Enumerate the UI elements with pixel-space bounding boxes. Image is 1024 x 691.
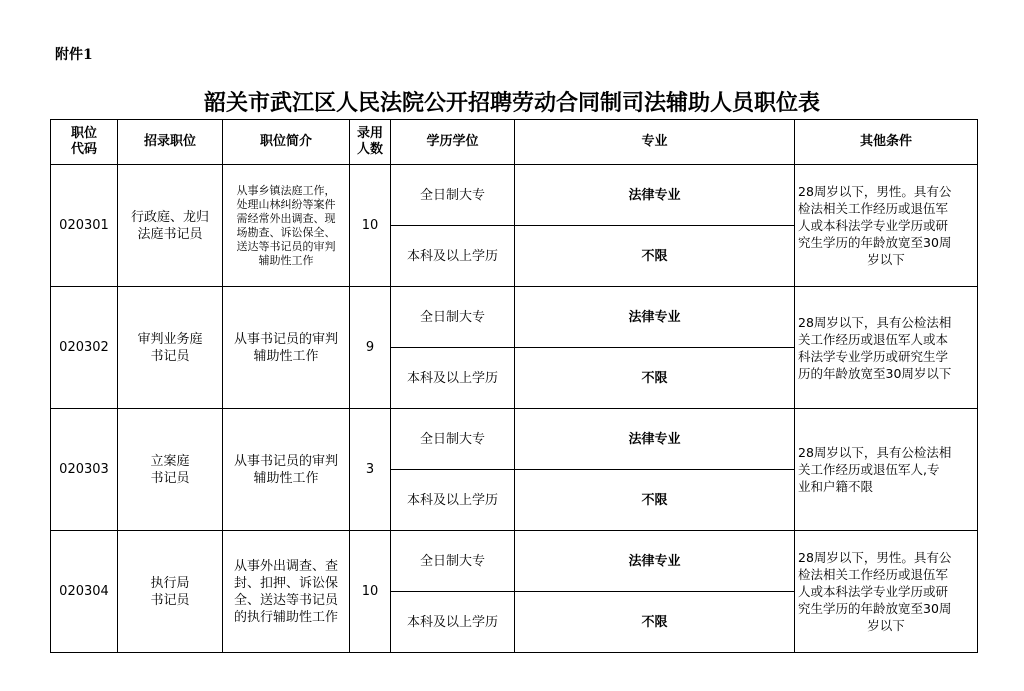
cell-major: 不限 [515, 470, 795, 531]
cell-position: 执行局 书记员 [118, 531, 223, 653]
cell-code: 020301 [51, 165, 118, 287]
cell-education: 全日制大专 [391, 165, 515, 226]
table-header-row [51, 120, 978, 165]
cell-code: 020302 [51, 287, 118, 409]
cell-major: 法律专业 [515, 165, 795, 226]
cell-code: 020304 [51, 531, 118, 653]
header-education: 学历学位 [391, 120, 515, 165]
cell-count: 3 [350, 409, 391, 531]
cell-other: 28周岁以下，男性。具有公 检法相关工作经历或退伍军 人或本科法学专业学历或研 究生学历的年龄放宽至30周 岁以下 [795, 531, 978, 653]
cell-major: 不限 [515, 592, 795, 653]
cell-other: 28周岁以下，男性。具有公 检法相关工作经历或退伍军 人或本科法学专业学历或研 究生学历的年龄放宽至30周 岁以下 [795, 165, 978, 287]
cell-intro: 从事书记员的审判 辅助性工作 [223, 287, 350, 409]
attachment-label: 附件1 [55, 47, 93, 63]
position-table [50, 119, 978, 653]
table-row [51, 287, 978, 348]
cell-major: 不限 [515, 226, 795, 287]
cell-intro: 从事外出调查、查 封、扣押、诉讼保 全、送达等书记员 的执行辅助性工作 [223, 531, 350, 653]
header-intro: 职位简介 [223, 120, 350, 165]
cell-count: 10 [350, 531, 391, 653]
cell-other: 28周岁以下，具有公检法相 关工作经历或退伍军人或本 科法学专业学历或研究生学 历的年龄放宽至30周岁以下 [795, 287, 978, 409]
cell-education: 全日制大专 [391, 409, 515, 470]
table-row [51, 409, 978, 470]
cell-education: 本科及以上学历 [391, 592, 515, 653]
cell-position: 行政庭、龙归 法庭书记员 [118, 165, 223, 287]
cell-count: 10 [350, 165, 391, 287]
cell-other: 28周岁以下，具有公检法相 关工作经历或退伍军人,专 业和户籍不限 [795, 409, 978, 531]
header-code: 职位 代码 [51, 120, 118, 165]
cell-education: 全日制大专 [391, 287, 515, 348]
cell-code: 020303 [51, 409, 118, 531]
cell-education: 本科及以上学历 [391, 470, 515, 531]
cell-position: 审判业务庭 书记员 [118, 287, 223, 409]
cell-major: 法律专业 [515, 409, 795, 470]
header-position: 招录职位 [118, 120, 223, 165]
cell-education: 本科及以上学历 [391, 226, 515, 287]
table-row [51, 531, 978, 592]
table-row [51, 165, 978, 226]
page-title: 韶关市武江区人民法院公开招聘劳动合同制司法辅助人员职位表 [203, 90, 820, 116]
cell-major: 法律专业 [515, 531, 795, 592]
cell-education: 全日制大专 [391, 531, 515, 592]
cell-intro: 从事书记员的审判 辅助性工作 [223, 409, 350, 531]
cell-count: 9 [350, 287, 391, 409]
header-other: 其他条件 [795, 120, 978, 165]
cell-major: 不限 [515, 348, 795, 409]
cell-position: 立案庭 书记员 [118, 409, 223, 531]
cell-intro: 从事乡镇法庭工作， 处理山林纠纷等案件 需经常外出调查、现 场勘查、诉讼保全、 送达等书记员的审判 辅助性工作 [223, 165, 350, 287]
header-major: 专业 [515, 120, 795, 165]
header-count: 录用 人数 [350, 120, 391, 165]
cell-major: 法律专业 [515, 287, 795, 348]
cell-education: 本科及以上学历 [391, 348, 515, 409]
